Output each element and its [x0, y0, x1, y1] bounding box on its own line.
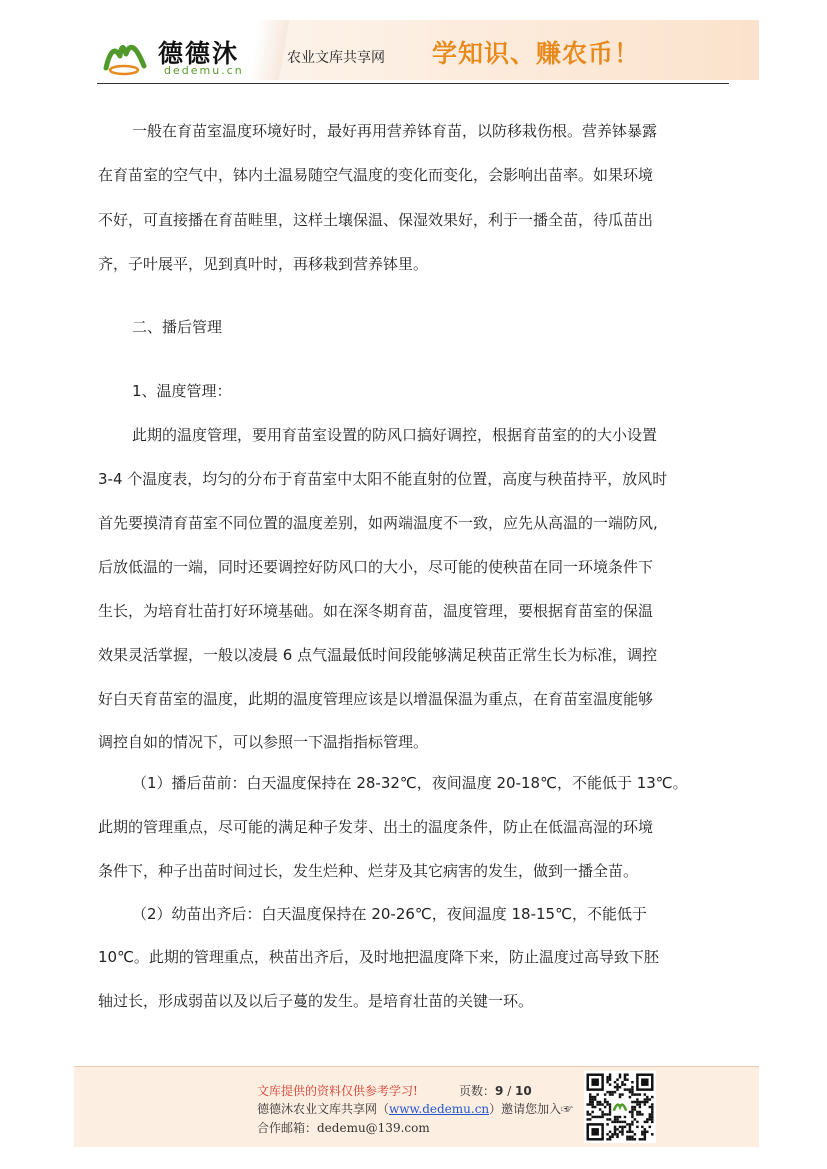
footer-email: 合作邮箱：dedemu@139.com: [257, 1121, 430, 1135]
dedemu-logo-icon: [102, 32, 148, 76]
site-suffix: ）邀请您加入☞: [489, 1102, 574, 1116]
page-current: 9: [495, 1084, 504, 1098]
page-total: 10: [515, 1084, 532, 1098]
section-heading: 二、播后管理: [132, 318, 223, 336]
text-line: 不好，可直接播在育苗畦里，这样土壤保温、保湿效果好，利于一播全苗，待瓜苗出: [98, 211, 654, 229]
text-line: 一般在育苗室温度环境好时，最好再用营养钵育苗，以防移栽伤根。营养钵暴露: [132, 122, 658, 140]
footer-notice: 文库提供的资料仅供参考学习!: [257, 1084, 418, 1098]
page-counter: [459, 1082, 532, 1099]
text-line: 轴过长，形成弱苗以及以后子蔓的发生。是培育壮苗的关键一环。: [98, 992, 534, 1010]
text-line: 好白天育苗室的温度，此期的温度管理应该是以增温保温为重点，在育苗室温度能够: [98, 690, 654, 708]
text-line: （2）幼苗出齐后：白天温度保持在 20-26℃，夜间温度 18-15℃，不能低于: [132, 905, 647, 923]
text-line: 效果灵活掌握，一般以凌晨 6 点气温最低时间段能够满足秧苗正常生长为标准，调控: [98, 646, 658, 664]
text-line: 此期的温度管理，要用育苗室设置的防风口搞好调控，根据育苗室的的大小设置: [132, 426, 658, 444]
site-prefix: 德德沐农业文库共享网（: [257, 1102, 390, 1116]
site-name: 农业文库共享网: [287, 50, 385, 66]
text-line: （1）播后苗前：白天温度保持在 28-32℃，夜间温度 20-18℃，不能低于 13℃。: [132, 774, 688, 792]
text-line: 调控自如的情况下，可以参照一下温指指标管理。: [98, 733, 429, 751]
text-line: 后放低温的一端，同时还要调控好防风口的大小，尽可能的使秧苗在同一环境条件下: [98, 558, 654, 576]
text-line: 首先要摸清育苗室不同位置的温度差别，如两端温度不一致，应先从高温的一端防风,: [98, 514, 658, 532]
brand-name: 德德沐: [158, 39, 240, 68]
text-line: 3-4 个温度表，均匀的分布于育苗室中太阳不能直射的位置，高度与秧苗持平，放风时: [98, 470, 668, 488]
text-line: 10℃。此期的管理重点，秧苗出齐后，及时地把温度降下来，防止温度过高导致下胚: [98, 948, 659, 966]
text-line: 生长，为培育壮苗打好环境基础。如在深冬期育苗，温度管理，要根据育苗室的保温: [98, 602, 654, 620]
page-footer: [74, 1066, 759, 1147]
subsection-heading: 1、温度管理：: [132, 382, 232, 400]
page-header: [74, 20, 759, 84]
pages-label: 页数：: [459, 1084, 496, 1098]
footer-site: [257, 1100, 573, 1117]
text-line: 此期的管理重点，尽可能的满足种子发芽、出土的温度条件，防止在低温高湿的环境: [98, 818, 654, 836]
page-separator: /: [503, 1084, 516, 1098]
text-line: 齐，子叶展平，见到真叶时，再移栽到营养钵里。: [98, 255, 429, 273]
header-rule: [97, 83, 729, 84]
text-line: 在育苗室的空气中，钵内土温易随空气温度的变化而变化，会影响出苗率。如果环境: [98, 166, 654, 184]
text-line: 条件下，种子出苗时间过长，发生烂种、烂芽及其它病害的发生，做到一播全苗。: [98, 862, 639, 880]
brand-domain: dedemu.cn: [164, 64, 244, 77]
site-link[interactable]: www.dedemu.cn: [389, 1102, 490, 1116]
slogan: 学知识、赚农币！: [432, 39, 641, 68]
qr-code-icon: [584, 1071, 656, 1143]
